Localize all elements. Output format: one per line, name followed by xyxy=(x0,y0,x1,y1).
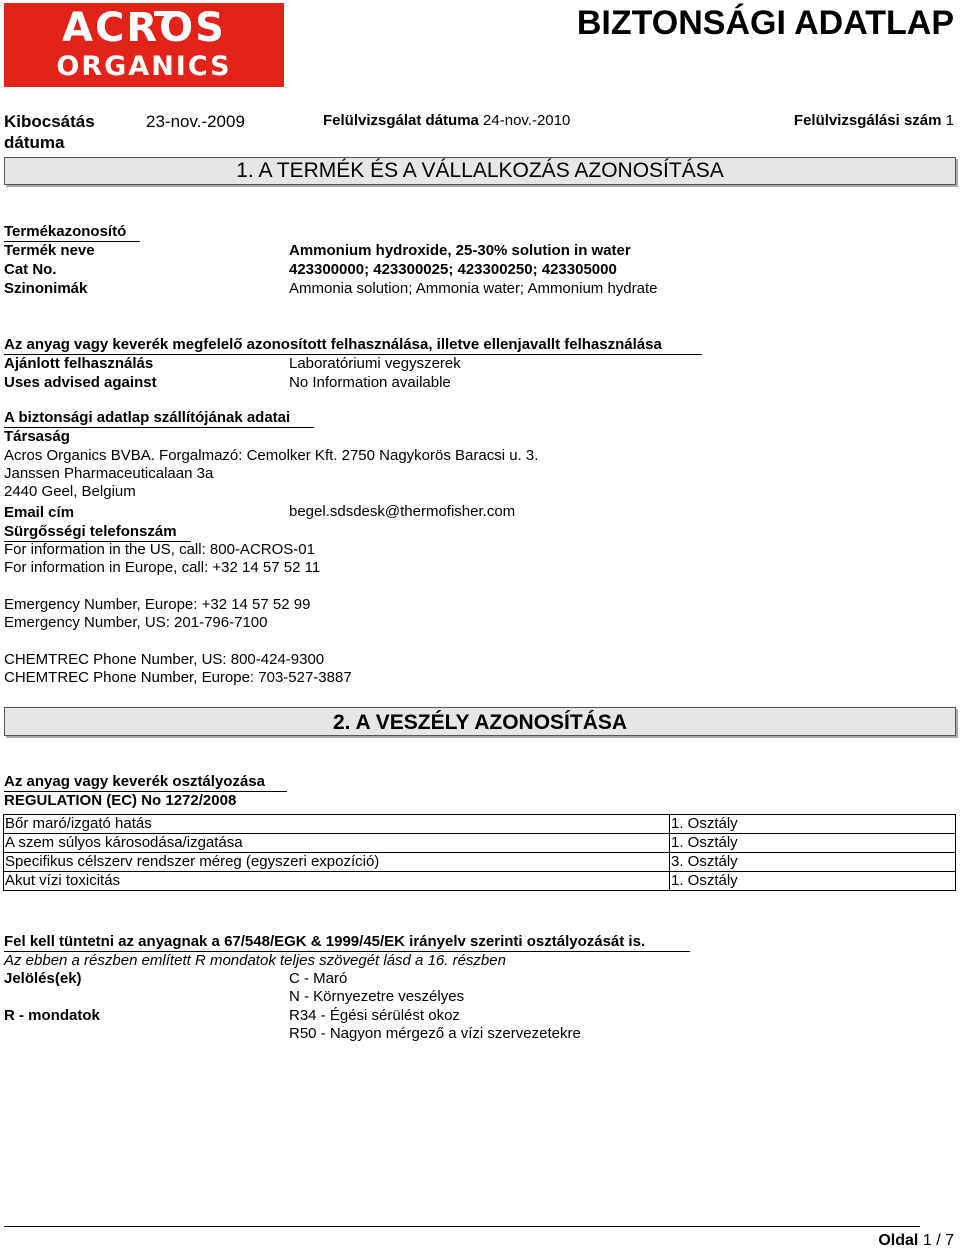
r-phrases-note: Az ebben a részben említett R mondatok teljes szövegét lásd a 16. részben xyxy=(4,952,506,969)
page-indicator: Oldal 1 / 7 xyxy=(878,1232,954,1249)
table-row xyxy=(4,834,956,853)
emergency-line: Emergency Number, Europe: +32 14 57 52 99 xyxy=(4,596,311,613)
product-name: Ammonium hydroxide, 25-30% solution in water xyxy=(289,242,631,259)
r-phrases-label: R - mondatok xyxy=(4,1007,100,1024)
category-cell: 1. Osztály xyxy=(670,815,956,834)
symbols-label: Jelölés(ek) xyxy=(4,970,82,987)
revision-date xyxy=(323,112,570,129)
emergency-line: Emergency Number, US: 201-796-7100 xyxy=(4,614,268,631)
logo-text-top: ACROS xyxy=(62,5,226,51)
emergency-line: CHEMTREC Phone Number, Europe: 703-527-3887 xyxy=(4,669,352,686)
revision-date-value: 24-nov.-2010 xyxy=(483,112,571,129)
emergency-line: For information in the US, call: 800-ACROS-01 xyxy=(4,541,315,558)
hazard-cell: Specifikus célszerv rendszer méreg (egyszeri expozíció) xyxy=(4,853,670,872)
supplier-heading: A biztonsági adatlap szállítójának adatai xyxy=(4,409,314,428)
company-label: Társaság xyxy=(4,428,70,445)
revision-number-value: 1 xyxy=(945,112,954,129)
uses-against-label: Uses advised against xyxy=(4,374,157,391)
regulation: REGULATION (EC) No 1272/2008 xyxy=(4,792,237,809)
classification-heading: Az anyag vagy keverék osztályozása xyxy=(4,773,287,792)
symbol-item: C - Maró xyxy=(289,970,348,987)
emergency-line: CHEMTREC Phone Number, US: 800-424-9300 xyxy=(4,651,325,668)
category-cell: 3. Osztály xyxy=(670,853,956,872)
section-2-title: 2. A VESZÉLY AZONOSÍTÁSA xyxy=(4,707,956,736)
email-label: Email cím xyxy=(4,504,75,521)
table-row xyxy=(4,853,956,872)
company-line-3: 2440 Geel, Belgium xyxy=(4,483,136,500)
hazard-cell: Bőr maró/izgató hatás xyxy=(4,815,670,834)
table-row xyxy=(4,872,956,891)
emergency-heading: Sürgősségi telefonszám xyxy=(4,523,191,542)
hazard-cell: Akut vízi toxicitás xyxy=(4,872,670,891)
r-phrase: R34 - Égési sérülést okoz xyxy=(289,1007,460,1024)
cat-no: 423300000; 423300025; 423300250; 423305000 xyxy=(289,261,617,278)
cat-no-label: Cat No. xyxy=(4,261,57,278)
category-cell: 1. Osztály xyxy=(670,872,956,891)
logo-text-bottom: ORGANICS xyxy=(56,51,232,82)
directive-heading: Fel kell tüntetni az anyagnak a 67/548/EGK & 1999/45/EK irányelv szerinti osztályozását is. xyxy=(4,933,690,952)
table-row xyxy=(4,815,956,834)
company-line-2: Janssen Pharmaceuticalaan 3a xyxy=(4,465,214,482)
page-total: 7 xyxy=(945,1232,954,1249)
uses-against: No Information available xyxy=(289,374,451,391)
revision-date-label: Felülvizsgálat dátuma xyxy=(323,112,479,129)
product-name-label: Termék neve xyxy=(4,242,95,259)
product-identifier-heading: Termékazonosító xyxy=(4,223,140,242)
revision-number-label: Felülvizsgálási szám xyxy=(793,112,942,129)
emergency-line: For information in Europe, call: +32 14 57 52 11 xyxy=(4,559,321,576)
page-number: 1 xyxy=(922,1232,932,1249)
synonyms-label: Szinonimák xyxy=(4,280,88,297)
uses-heading: Az anyag vagy keverék megfelelő azonosított felhasználása, illetve ellenjavallt felhasználása xyxy=(4,336,702,355)
section-1-title: 1. A TERMÉK ÉS A VÁLLALKOZÁS AZONOSÍTÁSA xyxy=(4,157,956,185)
synonyms: Ammonia solution; Ammonia water; Ammonium hydrate xyxy=(289,280,658,297)
document-title: BIZTONSÁGI ADATLAP xyxy=(576,4,954,42)
issue-date-label-1: Kibocsátás xyxy=(4,112,95,131)
company-line-1: Acros Organics BVBA. Forgalmazó: Cemolker Kft. 2750 Nagykorös Baracsi u. 3. xyxy=(4,447,539,464)
page-label: Oldal xyxy=(878,1232,919,1249)
category-cell: 1. Osztály xyxy=(670,834,956,853)
footer-divider xyxy=(4,1226,920,1227)
recommended-use-label: Ajánlott felhasználás xyxy=(4,355,154,372)
acros-organics-logo xyxy=(4,3,284,87)
recommended-use: Laboratóriumi vegyszerek xyxy=(289,355,461,372)
email-value: begel.sdsdesk@thermofisher.com xyxy=(289,503,516,520)
issue-date-label-2: dátuma xyxy=(4,133,65,152)
classification-table xyxy=(3,814,956,891)
hazard-cell: A szem súlyos károsodása/izgatása xyxy=(4,834,670,853)
symbol-item: N - Környezetre veszélyes xyxy=(289,988,465,1005)
issue-date: 23-nov.-2009 xyxy=(146,112,245,131)
r-phrase: R50 - Nagyon mérgező a vízi szervezetekre xyxy=(289,1025,581,1042)
revision-number xyxy=(794,112,954,129)
